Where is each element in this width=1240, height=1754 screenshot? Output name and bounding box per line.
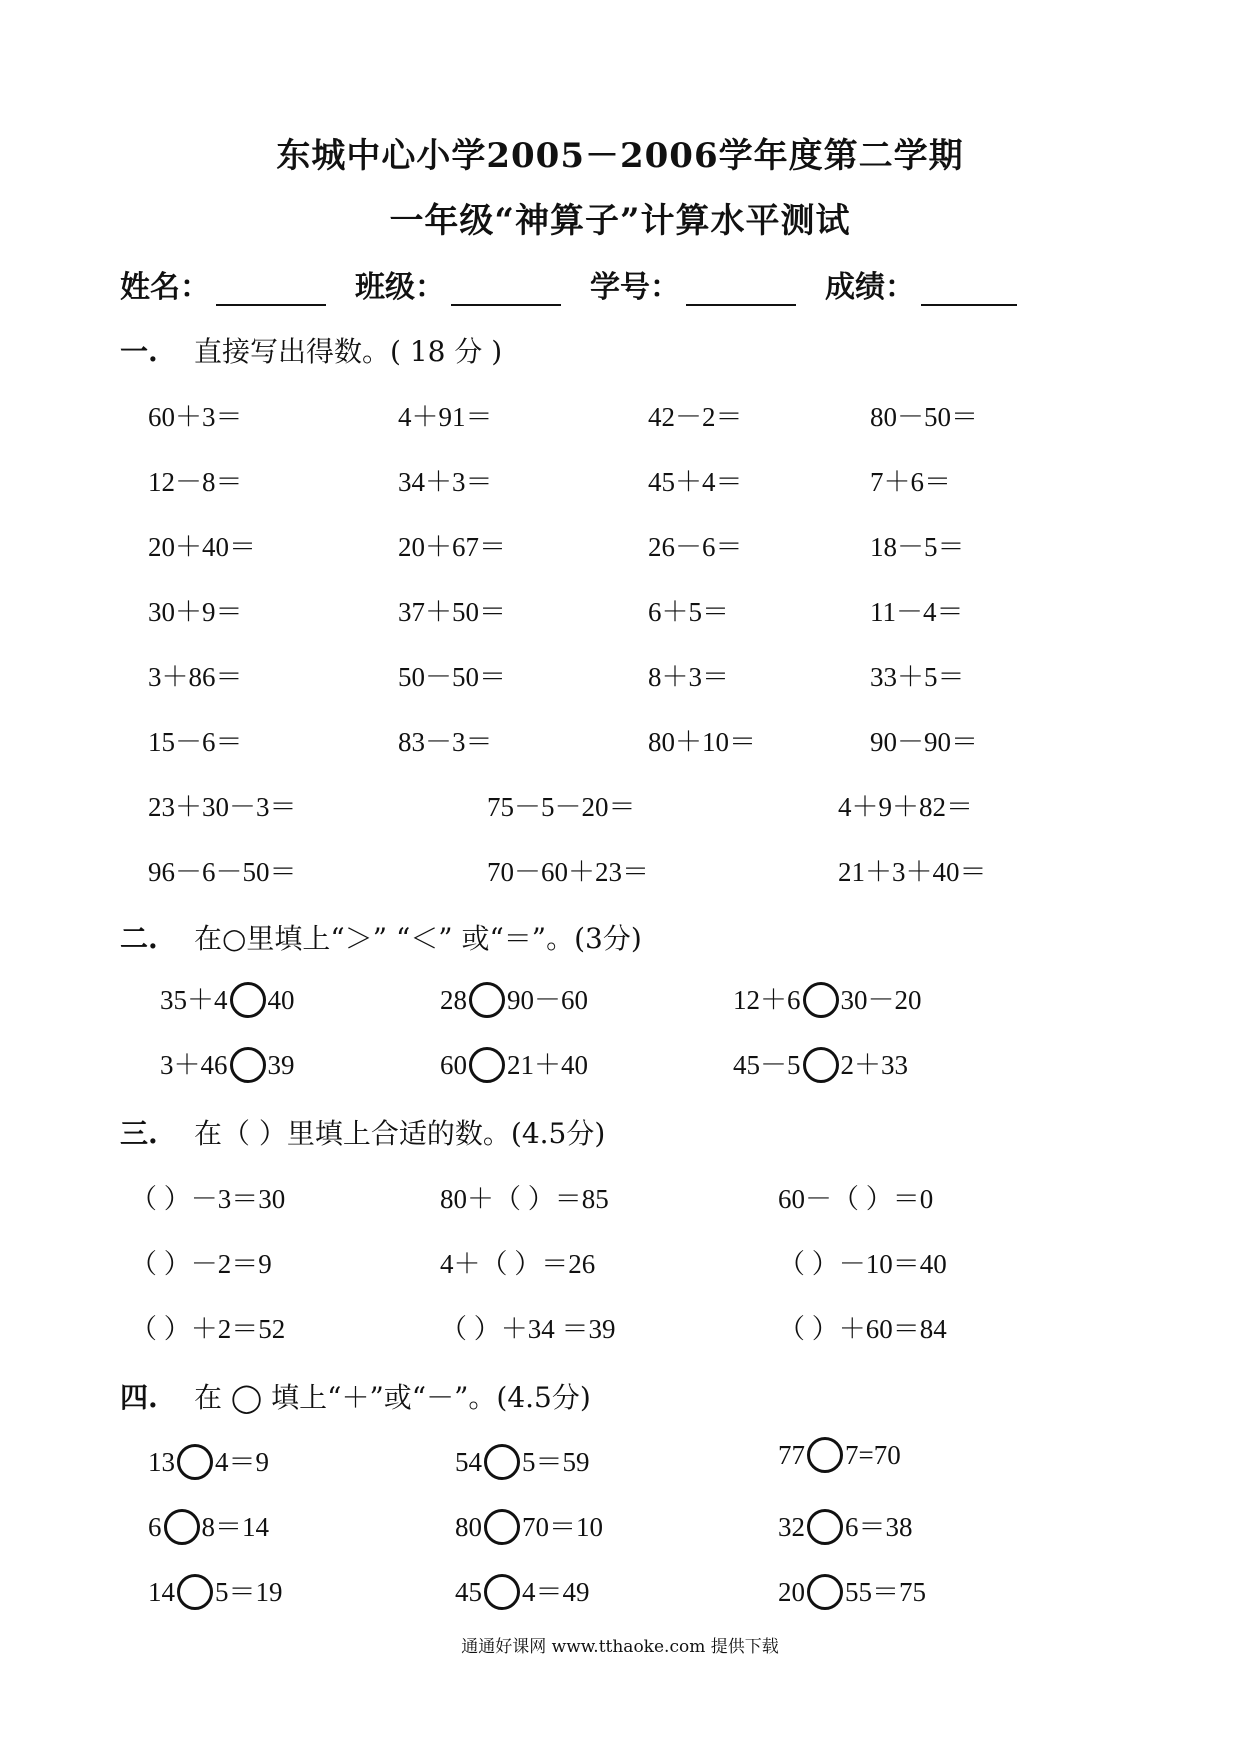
problem-item[interactable]: 45＋4＝ [648, 467, 743, 497]
problem-row [0, 1570, 1240, 1614]
problem-item [733, 978, 922, 1021]
name-label: 姓名： [120, 270, 210, 305]
left-operand: 20 [778, 1577, 805, 1607]
problem-item [148, 1505, 269, 1548]
left-operand: 45－5 [733, 1050, 801, 1080]
right-operand: 4＝49 [522, 1577, 590, 1607]
problem-item [160, 978, 295, 1021]
left-operand: 3＋46 [160, 1050, 228, 1080]
right-operand: 4＝9 [215, 1447, 269, 1477]
problem-item[interactable]: 20＋67＝ [398, 532, 506, 562]
answer-circle[interactable] [469, 982, 505, 1018]
problem-item [778, 1570, 926, 1613]
problem-item[interactable]: 80＋（ ）＝85 [440, 1184, 609, 1214]
problem-item [778, 1440, 901, 1476]
right-operand: 8＝14 [201, 1512, 269, 1542]
section-instruction: 在（ ）里填上合适的数。(4.5分) [194, 1117, 606, 1150]
left-operand: 32 [778, 1512, 805, 1542]
section-number: 二. [120, 922, 158, 955]
problem-item [440, 1043, 588, 1086]
problem-row [0, 785, 1240, 829]
name-field [120, 262, 326, 306]
problem-item[interactable]: 23＋30－3＝ [148, 792, 297, 822]
problem-item[interactable]: 70－60＋23＝ [487, 857, 649, 887]
problem-item[interactable]: 60＋3＝ [148, 402, 243, 432]
right-operand: 70＝10 [522, 1512, 603, 1542]
problem-row [0, 655, 1240, 699]
answer-circle[interactable] [803, 982, 839, 1018]
section-instruction: 在○里填上“＞” “＜” 或“＝”。(3分) [194, 922, 642, 955]
id-field [590, 262, 796, 306]
left-operand: 45 [455, 1577, 482, 1607]
section-number: 三. [120, 1117, 158, 1150]
problem-item[interactable]: 20＋40＝ [148, 532, 256, 562]
problem-item[interactable]: 7＋6＝ [870, 467, 951, 497]
answer-circle[interactable] [484, 1574, 520, 1610]
problem-item[interactable]: 83－3＝ [398, 727, 493, 757]
left-operand: 12＋6 [733, 985, 801, 1015]
problem-item[interactable]: 80＋10＝ [648, 727, 756, 757]
student-info [120, 262, 1040, 308]
problem-row [0, 978, 1240, 1022]
answer-circle[interactable] [469, 1047, 505, 1083]
name-blank[interactable] [216, 274, 326, 306]
section-instruction: 在 ◯ 填上“＋”或“－”。(4.5分) [194, 1381, 591, 1414]
answer-circle[interactable] [807, 1437, 843, 1473]
answer-circle[interactable] [230, 1047, 266, 1083]
problem-item[interactable]: 4＋91＝ [398, 402, 493, 432]
problem-item[interactable]: 6＋5＝ [648, 597, 729, 627]
problem-item [733, 1043, 908, 1086]
problem-item [440, 978, 588, 1021]
section-2-heading [120, 917, 642, 957]
problem-row [0, 395, 1240, 439]
score-label: 成绩： [825, 270, 915, 305]
problem-row [0, 590, 1240, 634]
problem-row [0, 720, 1240, 764]
answer-circle[interactable] [484, 1444, 520, 1480]
left-operand: 80 [455, 1512, 482, 1542]
problem-item [455, 1505, 603, 1548]
problem-item [160, 1043, 295, 1086]
left-operand: 14 [148, 1577, 175, 1607]
problem-item[interactable]: 12－8＝ [148, 467, 243, 497]
problem-item[interactable]: 34＋3＝ [398, 467, 493, 497]
id-blank[interactable] [686, 274, 796, 306]
problem-item[interactable]: 21＋3＋40＝ [838, 857, 987, 887]
right-operand: 39 [267, 1050, 295, 1080]
problem-item[interactable]: 4＋（ ）＝26 [440, 1249, 596, 1279]
id-label: 学号： [590, 270, 680, 305]
answer-circle[interactable] [484, 1509, 520, 1545]
problem-row [0, 1242, 1240, 1286]
problem-item[interactable]: （ ）＋34 ＝39 [440, 1314, 616, 1344]
problem-item [455, 1440, 590, 1483]
problem-item [148, 1440, 269, 1483]
problem-item[interactable]: 30＋9＝ [148, 597, 243, 627]
problem-item[interactable]: 4＋9＋82＝ [838, 792, 973, 822]
left-operand: 13 [148, 1447, 175, 1477]
footer-credit: 通通好课网 www.tthaoke.com 提供下载 [461, 1637, 779, 1657]
problem-item [455, 1570, 590, 1613]
problem-row [0, 525, 1240, 569]
section-3-heading [120, 1112, 605, 1152]
right-operand: 2＋33 [840, 1050, 908, 1080]
answer-circle[interactable] [230, 982, 266, 1018]
problem-item[interactable]: 42－2＝ [648, 402, 743, 432]
right-operand: 40 [267, 985, 295, 1015]
problem-item[interactable]: 60－（ ）＝0 [778, 1184, 934, 1214]
right-operand: 5＝59 [522, 1447, 590, 1477]
problem-item[interactable]: 96－6－50＝ [148, 857, 297, 887]
section-number: 四. [120, 1381, 158, 1414]
class-field [355, 262, 561, 306]
problem-item[interactable]: （ ）－10＝40 [778, 1249, 947, 1279]
answer-circle[interactable] [177, 1574, 213, 1610]
answer-circle[interactable] [803, 1047, 839, 1083]
problem-item[interactable]: 33＋5＝ [870, 662, 965, 692]
right-operand: 21＋40 [507, 1050, 588, 1080]
problem-row [0, 1440, 1240, 1484]
right-operand: 6＝38 [845, 1512, 913, 1542]
problem-row [0, 1177, 1240, 1221]
right-operand: 90－60 [507, 985, 588, 1015]
right-operand: 7=70 [845, 1440, 901, 1471]
left-operand: 54 [455, 1447, 482, 1477]
problem-row [0, 460, 1240, 504]
section-number: 一. [120, 335, 158, 368]
problem-item[interactable]: （ ）－2＝9 [130, 1249, 272, 1279]
left-operand: 60 [440, 1050, 467, 1080]
right-operand: 30－20 [840, 985, 922, 1015]
score-blank[interactable] [921, 274, 1017, 306]
left-operand: 28 [440, 985, 467, 1015]
problem-row [0, 1043, 1240, 1087]
section-1-heading [120, 330, 502, 370]
right-operand: 5＝19 [215, 1577, 283, 1607]
title-line-2: 一年级“神算子”计算水平测试 [389, 201, 851, 241]
class-blank[interactable] [451, 274, 561, 306]
problem-item[interactable]: 3＋86＝ [148, 662, 243, 692]
problem-item[interactable]: 75－5－20＝ [487, 792, 636, 822]
answer-circle[interactable] [807, 1574, 843, 1610]
problem-item[interactable]: （ ）＋2＝52 [130, 1314, 286, 1344]
problem-item[interactable]: 80－50＝ [870, 402, 978, 432]
problem-item[interactable]: 50－50＝ [398, 662, 506, 692]
problem-item[interactable]: 37＋50＝ [398, 597, 506, 627]
section-instruction: 直接写出得数。( 18 分 ) [194, 335, 503, 368]
left-operand: 77 [778, 1440, 805, 1471]
section-4-heading [120, 1376, 591, 1416]
answer-circle[interactable] [177, 1444, 213, 1480]
problem-item[interactable]: 90－90＝ [870, 727, 978, 757]
left-operand: 35＋4 [160, 985, 228, 1015]
problem-row [0, 850, 1240, 894]
problem-item[interactable]: 26－6＝ [648, 532, 743, 562]
class-label: 班级： [355, 270, 445, 305]
problem-row [0, 1307, 1240, 1351]
problem-item [778, 1505, 913, 1548]
left-operand: 6 [148, 1512, 162, 1542]
problem-item[interactable]: （ ）－3＝30 [130, 1184, 286, 1214]
problem-item[interactable]: 11－4＝ [870, 597, 964, 627]
title-line-1: 东城中心小学2005－2006学年度第二学期 [276, 136, 964, 176]
problem-item[interactable]: 18－5＝ [870, 532, 965, 562]
problem-row [0, 1505, 1240, 1549]
problem-item[interactable]: （ ）＋60＝84 [778, 1314, 947, 1344]
problem-item[interactable]: 15－6＝ [148, 727, 243, 757]
score-field [825, 262, 1017, 306]
answer-circle[interactable] [807, 1509, 843, 1545]
right-operand: 55＝75 [845, 1577, 926, 1607]
answer-circle[interactable] [164, 1509, 200, 1545]
problem-item [148, 1570, 283, 1613]
problem-item[interactable]: 8＋3＝ [648, 662, 729, 692]
